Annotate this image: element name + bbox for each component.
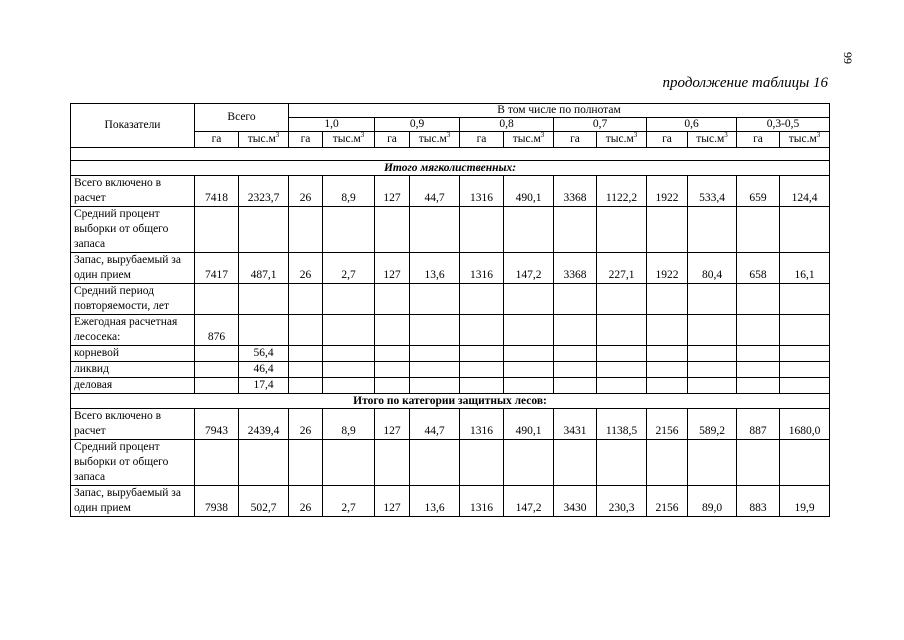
table-cell: 3430 xyxy=(554,486,597,517)
unit-volume-exponent: 3 xyxy=(446,131,451,139)
row-label: Ежегодная расчетная лесосека: xyxy=(71,315,195,346)
unit-ha: га xyxy=(289,132,323,148)
table-cell: 2156 xyxy=(647,486,688,517)
row-label: Запас, вырубаемый за один прием xyxy=(71,486,195,517)
table-cell: 46,4 xyxy=(239,362,289,378)
table-cell xyxy=(410,346,460,362)
unit-volume xyxy=(239,132,289,148)
table-cell xyxy=(289,378,323,394)
table-cell: 7418 xyxy=(195,176,239,207)
table-cell xyxy=(737,440,780,486)
table-cell xyxy=(554,440,597,486)
table-cell: 127 xyxy=(375,176,410,207)
table-cell xyxy=(688,346,737,362)
unit-volume-exponent: 3 xyxy=(633,131,638,139)
table-cell: 26 xyxy=(289,253,323,284)
table-cell: 147,2 xyxy=(504,486,554,517)
table-cell xyxy=(597,378,647,394)
table-cell xyxy=(647,346,688,362)
table-cell xyxy=(460,378,504,394)
table-cell: 26 xyxy=(289,409,323,440)
table-cell xyxy=(688,440,737,486)
table-cell xyxy=(323,378,375,394)
table-cell xyxy=(597,315,647,346)
table-cell: 1922 xyxy=(647,253,688,284)
table-row xyxy=(71,409,830,440)
table-cell: 16,1 xyxy=(780,253,830,284)
table-cell: 127 xyxy=(375,486,410,517)
table-cell xyxy=(597,346,647,362)
table-cell: 44,7 xyxy=(410,176,460,207)
table-cell: 127 xyxy=(375,409,410,440)
table-row xyxy=(71,346,830,362)
unit-volume-text: тыс.м xyxy=(512,133,541,145)
table-cell xyxy=(737,207,780,253)
table-cell xyxy=(195,362,239,378)
table-cell xyxy=(554,346,597,362)
table-cell: 1316 xyxy=(460,486,504,517)
table-cell xyxy=(460,284,504,315)
table-cell xyxy=(780,362,830,378)
unit-volume-text: тыс.м xyxy=(696,133,725,145)
table-cell xyxy=(410,284,460,315)
row-label: Средний период повторяемости, лет xyxy=(71,284,195,315)
table-cell xyxy=(504,315,554,346)
table-cell xyxy=(323,207,375,253)
table-cell xyxy=(597,362,647,378)
row-label: Всего включено в расчет xyxy=(71,409,195,440)
table-cell xyxy=(554,315,597,346)
table-cell: 56,4 xyxy=(239,346,289,362)
table-cell xyxy=(410,440,460,486)
table-cell xyxy=(375,207,410,253)
unit-volume xyxy=(323,132,375,148)
table-cell: 147,2 xyxy=(504,253,554,284)
table-cell xyxy=(554,362,597,378)
table-cell xyxy=(688,315,737,346)
table-row xyxy=(71,486,830,517)
table-cell: 8,9 xyxy=(323,176,375,207)
table-cell xyxy=(460,346,504,362)
table-cell xyxy=(688,207,737,253)
table-cell: 1138,5 xyxy=(597,409,647,440)
table-cell: 2323,7 xyxy=(239,176,289,207)
table-row xyxy=(71,176,830,207)
unit-volume-exponent: 3 xyxy=(724,131,728,139)
unit-ha: га xyxy=(375,132,410,148)
table-cell xyxy=(289,440,323,486)
table-cell: 80,4 xyxy=(688,253,737,284)
table-cell xyxy=(323,440,375,486)
header-density: 0,3-0,5 xyxy=(737,118,830,132)
section-title: Итого по категории защитных лесов: xyxy=(71,394,830,409)
table-cell: 887 xyxy=(737,409,780,440)
row-label: ликвид xyxy=(71,362,195,378)
table-cell xyxy=(410,362,460,378)
table-cell xyxy=(780,440,830,486)
unit-volume-text: тыс.м xyxy=(788,133,817,145)
table-cell: 26 xyxy=(289,486,323,517)
row-label: Запас, вырубаемый за один прием xyxy=(71,253,195,284)
section-row xyxy=(71,394,830,409)
table-row xyxy=(71,440,830,486)
table-cell xyxy=(239,440,289,486)
table-cell: 2,7 xyxy=(323,486,375,517)
unit-volume-text: тыс.м xyxy=(247,133,276,145)
table-row xyxy=(71,207,830,253)
table-cell: 89,0 xyxy=(688,486,737,517)
table-cell xyxy=(410,207,460,253)
table-cell xyxy=(460,440,504,486)
table-cell xyxy=(375,362,410,378)
table-cell xyxy=(688,378,737,394)
table-cell: 13,6 xyxy=(410,486,460,517)
table-cell: 490,1 xyxy=(504,176,554,207)
table-cell xyxy=(375,346,410,362)
unit-volume xyxy=(504,132,554,148)
row-label: деловая xyxy=(71,378,195,394)
unit-volume-text: тыс.м xyxy=(332,133,361,145)
table-cell xyxy=(323,284,375,315)
table-cell xyxy=(597,207,647,253)
table-cell: 2439,4 xyxy=(239,409,289,440)
table-cell: 7938 xyxy=(195,486,239,517)
table-cell xyxy=(239,315,289,346)
table-cell: 876 xyxy=(195,315,239,346)
unit-volume-exponent: 3 xyxy=(540,131,545,139)
table-cell xyxy=(460,315,504,346)
table-caption: продолжение таблицы 16 xyxy=(662,75,828,91)
table-row xyxy=(71,315,830,346)
header-density: 0,7 xyxy=(554,118,647,132)
table-cell xyxy=(460,207,504,253)
table-cell: 1316 xyxy=(460,253,504,284)
table-cell: 13,6 xyxy=(410,253,460,284)
table-cell xyxy=(554,284,597,315)
table-cell xyxy=(195,378,239,394)
table-cell xyxy=(195,284,239,315)
table-cell: 3368 xyxy=(554,253,597,284)
row-label: корневой xyxy=(71,346,195,362)
table-cell xyxy=(780,284,830,315)
page-number: 99 xyxy=(841,52,855,64)
row-label: Средний процент выборки от общего запаса xyxy=(71,440,195,486)
table-cell xyxy=(737,362,780,378)
unit-ha: га xyxy=(460,132,504,148)
table-cell: 1316 xyxy=(460,176,504,207)
table-cell xyxy=(410,315,460,346)
table-cell xyxy=(780,315,830,346)
table-cell: 1122,2 xyxy=(597,176,647,207)
unit-volume xyxy=(780,132,830,148)
table-cell xyxy=(554,207,597,253)
table-cell: 124,4 xyxy=(780,176,830,207)
table-cell: 589,2 xyxy=(688,409,737,440)
table-cell xyxy=(195,346,239,362)
header-density: 1,0 xyxy=(289,118,375,132)
table-cell: 17,4 xyxy=(239,378,289,394)
table-cell: 490,1 xyxy=(504,409,554,440)
data-table xyxy=(70,103,830,517)
header-total: Всего xyxy=(195,104,289,132)
table-cell xyxy=(737,315,780,346)
table-row xyxy=(71,378,830,394)
table-cell xyxy=(289,284,323,315)
unit-volume-text: тыс.м xyxy=(418,133,447,145)
spacer-row xyxy=(71,148,830,161)
table-cell xyxy=(597,440,647,486)
table-cell xyxy=(323,346,375,362)
table-cell: 7943 xyxy=(195,409,239,440)
table-cell: 883 xyxy=(737,486,780,517)
table-cell: 3368 xyxy=(554,176,597,207)
table-cell xyxy=(780,378,830,394)
table-cell xyxy=(375,284,410,315)
table-cell xyxy=(504,362,554,378)
table-cell xyxy=(410,378,460,394)
table-cell: 227,1 xyxy=(597,253,647,284)
unit-volume xyxy=(410,132,460,148)
table-cell xyxy=(554,378,597,394)
table-cell xyxy=(780,346,830,362)
table-cell xyxy=(504,284,554,315)
unit-volume-text: тыс.м xyxy=(605,133,634,145)
table-cell: 19,9 xyxy=(780,486,830,517)
table-cell xyxy=(737,284,780,315)
header-density: 0,6 xyxy=(647,118,737,132)
table-cell: 658 xyxy=(737,253,780,284)
table-cell xyxy=(504,378,554,394)
table-cell: 44,7 xyxy=(410,409,460,440)
table-cell xyxy=(289,207,323,253)
table-cell xyxy=(737,346,780,362)
table-body xyxy=(71,148,830,517)
table-cell xyxy=(375,315,410,346)
table-cell xyxy=(289,346,323,362)
table-cell xyxy=(289,315,323,346)
unit-ha: га xyxy=(737,132,780,148)
row-label: Всего включено в расчет xyxy=(71,176,195,207)
table-cell xyxy=(195,440,239,486)
table-cell: 487,1 xyxy=(239,253,289,284)
table-cell xyxy=(375,440,410,486)
table-row xyxy=(71,253,830,284)
table-cell: 1922 xyxy=(647,176,688,207)
unit-ha: га xyxy=(647,132,688,148)
table-cell xyxy=(460,362,504,378)
table-cell: 3431 xyxy=(554,409,597,440)
table-cell xyxy=(688,284,737,315)
table-cell: 26 xyxy=(289,176,323,207)
table-cell xyxy=(239,284,289,315)
table-cell xyxy=(737,378,780,394)
header-by-density: В том числе по полнотам xyxy=(289,104,830,118)
table-cell: 1316 xyxy=(460,409,504,440)
table-row xyxy=(71,284,830,315)
table-cell xyxy=(289,362,323,378)
table-cell xyxy=(323,315,375,346)
table-cell xyxy=(504,440,554,486)
table-cell xyxy=(647,362,688,378)
table-cell xyxy=(239,207,289,253)
table-cell: 1680,0 xyxy=(780,409,830,440)
table-cell: 659 xyxy=(737,176,780,207)
table-cell xyxy=(647,440,688,486)
unit-volume-exponent: 3 xyxy=(816,131,821,139)
table-cell xyxy=(323,362,375,378)
table-cell: 230,3 xyxy=(597,486,647,517)
table-cell xyxy=(195,207,239,253)
header-indicators: Показатели xyxy=(71,104,195,148)
table-cell xyxy=(504,346,554,362)
table-cell: 7417 xyxy=(195,253,239,284)
unit-ha: га xyxy=(195,132,239,148)
table-cell: 2156 xyxy=(647,409,688,440)
table-cell: 533,4 xyxy=(688,176,737,207)
unit-volume xyxy=(597,132,647,148)
table-cell xyxy=(375,378,410,394)
section-title: Итого мягколиственных: xyxy=(71,161,830,176)
table-row xyxy=(71,362,830,378)
table-cell xyxy=(780,207,830,253)
table-cell: 502,7 xyxy=(239,486,289,517)
unit-ha: га xyxy=(554,132,597,148)
table-cell xyxy=(647,315,688,346)
header-density: 0,9 xyxy=(375,118,460,132)
table-cell xyxy=(647,284,688,315)
table-cell xyxy=(688,362,737,378)
unit-volume xyxy=(688,132,737,148)
table-cell: 8,9 xyxy=(323,409,375,440)
table-cell xyxy=(647,207,688,253)
table-cell: 127 xyxy=(375,253,410,284)
table-cell: 2,7 xyxy=(323,253,375,284)
header-density: 0,8 xyxy=(460,118,554,132)
unit-volume-exponent: 3 xyxy=(275,131,280,139)
table-cell xyxy=(504,207,554,253)
unit-volume-exponent: 3 xyxy=(360,131,365,139)
section-row xyxy=(71,161,830,176)
row-label: Средний процент выборки от общего запаса xyxy=(71,207,195,253)
table-cell xyxy=(647,378,688,394)
table-cell xyxy=(597,284,647,315)
